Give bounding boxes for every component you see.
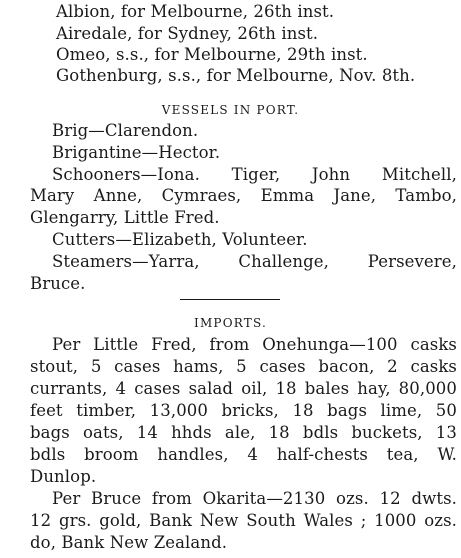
vessel-line: Cutters—Elizabeth, Volunteer. [52,230,308,249]
vessel-line: Steamers—Yarra, Challenge, Persevere, [52,252,457,271]
departure-line: Gothenburg, s.s., for Melbourne, Nov. 8th. [56,66,416,85]
section-heading-vessels-in-port: VESSELS IN PORT. [161,103,300,117]
vessel-line: Mary Anne, Cymraes, Emma Jane, Tambo, [30,186,457,205]
import-line: feet timber, 13,000 bricks, 18 bags lime, 50 [30,401,457,420]
import-line: 12 grs. gold, Bank New South Wales ; 1000 ozs. [30,511,457,530]
vessel-line: Brig—Clarendon. [52,121,199,140]
import-line: bags oats, 14 hhds ale, 18 bdls buckets, 13 [30,423,457,442]
vessel-line: Schooners—Iona. Tiger, John Mitchell, [52,165,457,184]
departure-line: Albion, for Melbourne, 26th inst. [56,2,335,21]
section-divider [180,299,280,300]
import-line: do, Bank New Zealand. [30,533,228,552]
section-heading-imports: IMPORTS. [194,316,267,330]
import-line: bdls broom handles, 4 half-chests tea, W. [30,445,457,464]
departure-line: Omeo, s.s., for Melbourne, 29th inst. [56,45,368,64]
vessel-line: Brigantine—Hector. [52,143,221,162]
import-line: Per Bruce from Okarita—2130 ozs. 12 dwts. [52,489,457,508]
import-line: Per Little Fred, from Onehunga—100 casks [52,335,457,354]
import-line: Dunlop. [30,467,97,486]
departure-line: Airedale, for Sydney, 26th inst. [56,24,319,43]
import-line: stout, 5 cases hams, 5 cases bacon, 2 casks [30,357,457,376]
import-line: currants, 4 cases salad oil, 18 bales hay, 80,000 [30,379,457,398]
vessel-line: Glengarry, Little Fred. [30,208,220,227]
vessel-line: Bruce. [30,274,86,293]
